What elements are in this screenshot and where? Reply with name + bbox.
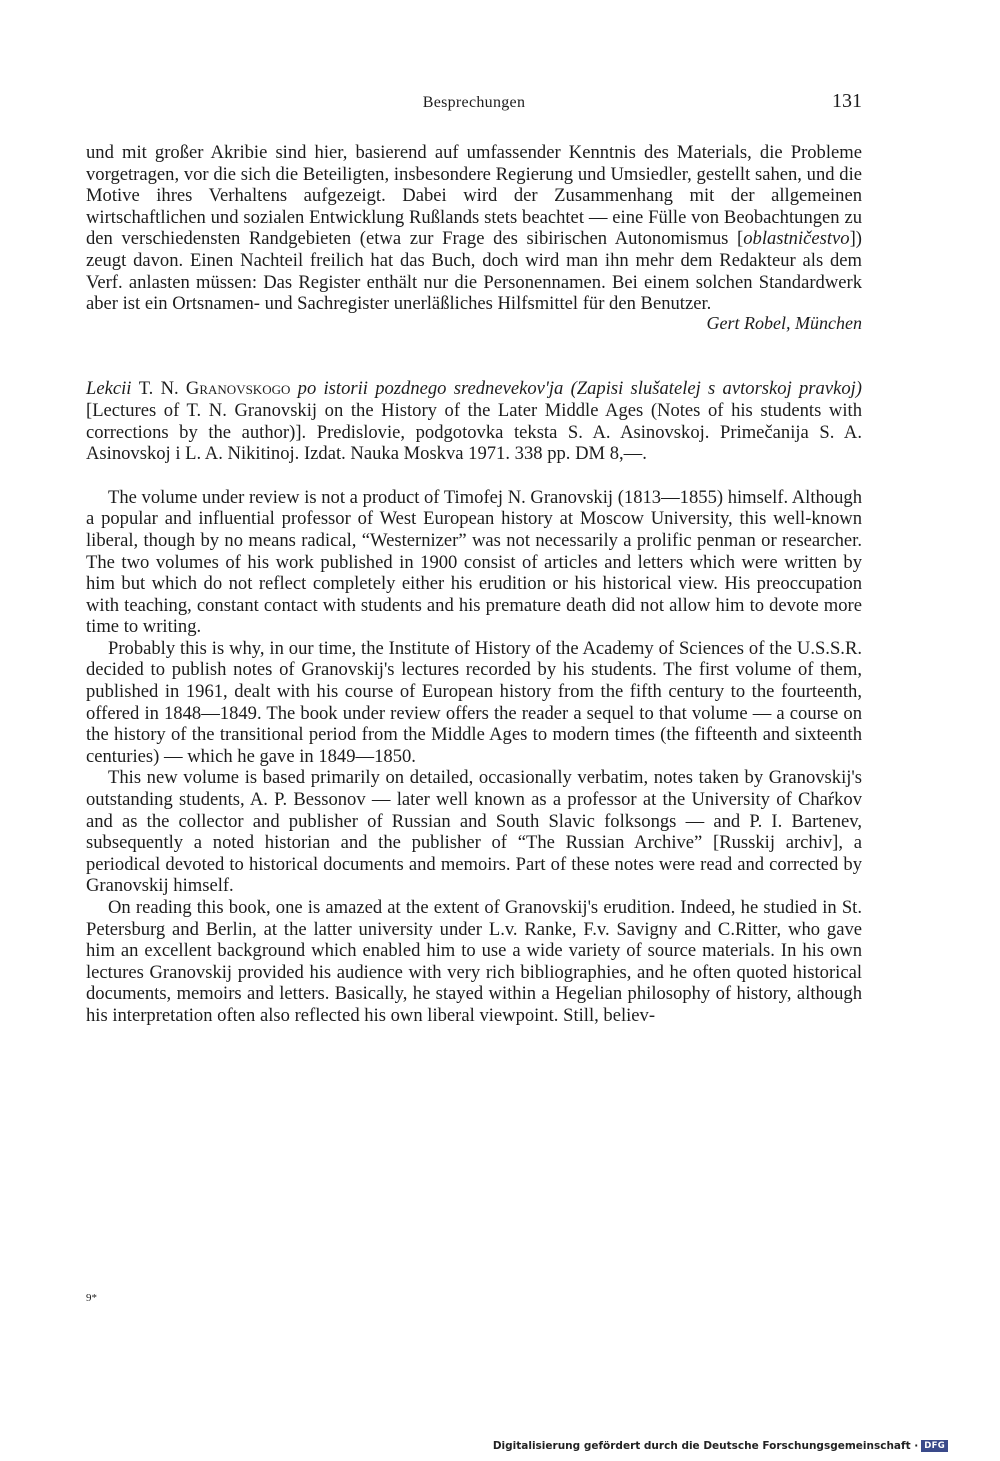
review-paragraph: The volume under review is not a product of Timofej N. Granovskij (1813—1855) himself. Although a popular and influential professor of West European history at Moscow University, this well-known liberal, though by no means radical, “Westernizer” was not necessarily a prolific penman or researcher. The two volumes of his work published in 1900 consist of articles and letters which were written by him but which do not reflect completely either his erudition or his historical view. His preoccupation with teaching, constant contact with students and his premature death did not allow him to devote more time to writing. [86,486,862,638]
heading-author: T. N. Granovskogo [138,378,291,400]
previous-review-text: und mit großer Akribie sind hier, basierend auf umfassender Kenntnis des Materials, die Probleme vorgetragen, vor die sich die Beteiligten, insbesondere Regierung und Umsiedler, gestellt sahen, und die Motive ihres Verhaltens aufgezeigt. Dabei wird der Zusammenhang mit der allgemeinen wirtschaftlichen und sozialen Entwicklung Rußlands stets beachtet — eine Fülle von Beobachtungen zu den verschiedensten Randgebieten (etwa zur Frage des sibirischen Autonomismus [ [86,142,862,250]
review-paragraph: Probably this is why, in our time, the Institute of History of the Academy of Sciences of the U.S.S.R. decided to publish notes of Granovskij's lectures recorded by his students. The first volume of them, published in 1961, dealt with his course of European history from the fifth century to the fourteenth, offered in 1848—1849. The book under review offers the reader a sequel to that volume — a course on the history of the transitional period from the Middle Ages to modern times (the fifteenth and sixteenth centuries) — which he gave in 1849—1850. [86,637,862,767]
page-number: 131 [832,90,862,112]
running-head [86,90,862,118]
review-heading [86,378,862,464]
heading-title: po istorii pozdnego srednevekov'ja (Zapisi slušatelej s avtorskoj pravkoj) [297,378,863,400]
footer-credit [493,1440,948,1452]
heading-rest: [Lectures of T. N. Granovskij on the History of the Later Middle Ages (Notes of his students with corrections by the author)]. Predislovie, podgotovka teksta S. A. Asinovskoj. Primečanija S. A. Asinovskoj i L. A. Nikitinoj. Izdat. Nauka Moskva 1971. 338 pp. DM 8,—. [86,399,862,465]
heading-lead: Lekcii [86,378,132,400]
previous-review-term: oblastničestvo [743,228,850,250]
review-body [86,487,862,1027]
dfg-logo: DFG [921,1440,948,1452]
body-text [86,142,862,1027]
previous-review-paragraph [86,142,862,315]
signature-mark: 9* [86,1292,97,1304]
review-signature: Gert Robel, München [706,312,862,333]
review-paragraph: This new volume is based primarily on detailed, occasionally verbatim, notes taken by Granovskij's outstanding students, A. P. Bessonov — later well known as a professor at the University of Chaŕkov and as the collector and publisher of Russian and South Slavic folksongs — and P. I. Bartenev, subsequently a noted historian and the publisher of “The Russian Archive” [Russkij archiv], a periodical devoted to historical documents and memoirs. Part of these notes were read and corrected by Granovskij himself. [86,767,862,897]
credit-text: Digitalisierung gefördert durch die Deutsche Forschungsgemeinschaft · [492,1440,919,1452]
review-paragraph: On reading this book, one is amazed at the extent of Granovskij's erudition. Indeed, he studied in St. Petersburg and Berlin, at the latter university under L.v. Ranke, F.v. Savigny and C.Ritter, who gave him an excellent background which enabled him to use a wide variety of source materials. In his own lectures Granovskij provided his audience with very rich bibliographies, and he often quoted historical documents, memoirs and letters. Basically, he stayed within a Hegelian philosophy of history, although his interpretation often also reflected his own liberal viewpoint. Still, believ- [86,897,862,1026]
running-title: Besprechungen [422,94,526,111]
previous-review-text-after: ]) zeugt davon. Einen Nachteil freilich hat das Buch, doch wird man ihn mehr dem Redakteur als dem Verf. anlasten müssen: Das Register enthält nur die Personennamen. Bei einem solchen Standardwerk aber ist ein Ortsnamen- und Sachregister unerläßliches Hilfsmittel für den Benutzer. [86,228,862,315]
